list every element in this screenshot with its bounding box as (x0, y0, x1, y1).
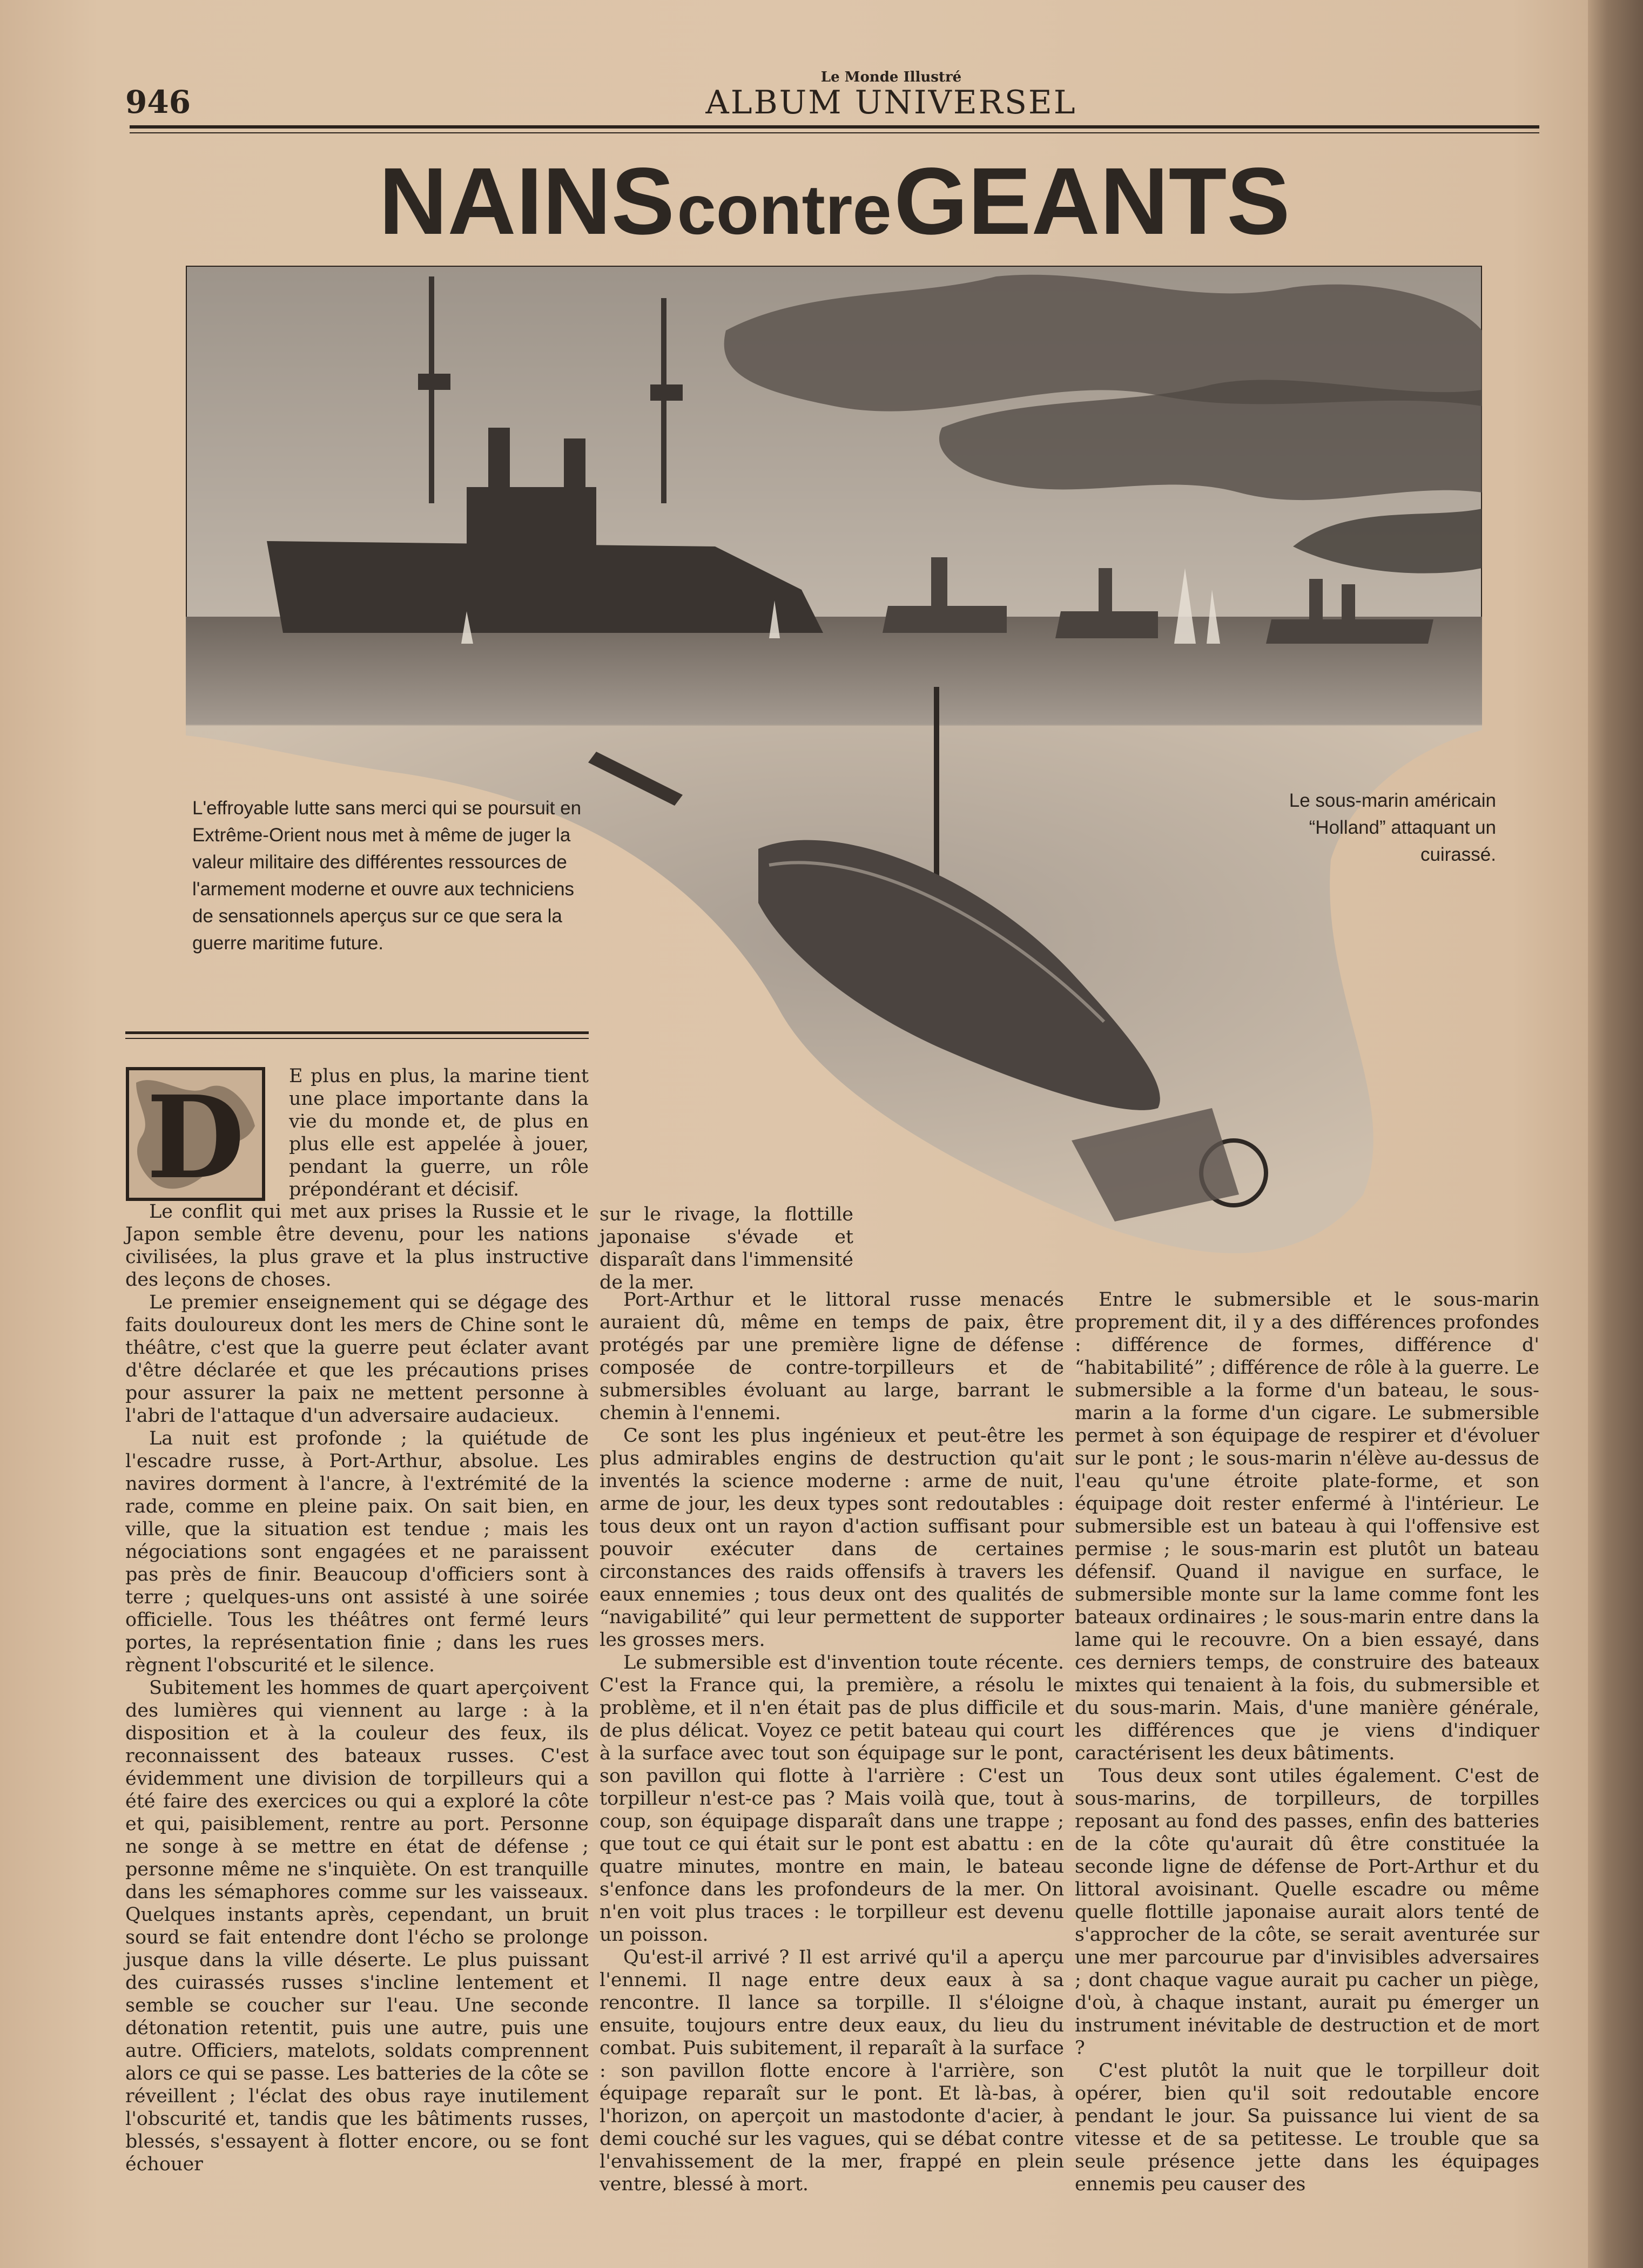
page-number: 946 (125, 84, 191, 120)
paragraph: Port-Arthur et le littoral russe menacés auraient dû, même en temps de paix, être protégés par une première ligne de défense composée de contre-torpilleurs et de submersibles évoluant au large, barrant le chemin à l'ennemi. (600, 1289, 1064, 1424)
header-rule (130, 125, 1539, 129)
caption-left: L'effroyable lutte sans merci qui se poursuit en Extrême-Orient nous met à même de juger la valeur militaire des différentes ressources de l'armement moderne et ouvre aux techniciens de sensationnels aperçus sur ce que sera la guerre maritime future. (192, 798, 582, 954)
caption-right: Le sous-marin américain “Holland” attaquant un cuirassé. (1289, 790, 1496, 865)
paragraph: Qu'est-il arrivé ? Il est arrivé qu'il a aperçu l'ennemi. Il nage entre deux eaux à sa rencontre. Il lance sa torpille. Il s'éloigne ensuite, toujours entre deux eaux, du lieu du combat. Puis subitement, il reparaît à la surface : son pavillon flotte encore à l'arrière, son équipage reparaît sur le pont. Et là-bas, à l'horizon, on aperçoit un mastodonte d'acier, à demi couché sur les vagues, qui se débat contre l'envahissement de la mer, frappé en plein ventre, blessé à mort. (600, 1947, 1064, 2195)
paragraph: Ce sont les plus ingénieux et peut-être les plus admirables engins de destruction qu'ait inventés la science moderne : arme de nuit, arme de jour, les deux types sont redoutables : tous deux ont un rayon d'action suffisant pour pouvoir exécuter dans de certaines circonstances des raids offensifs à travers les eaux ennemies ; tous deux ont des qualités de “navigabilité” qui leur permettent de supporter les grosses mers. (600, 1425, 1064, 1651)
intro-paragraph: E plus en plus, la marine tient une place importante dans la vie du monde et, de plus en plus elle est appelée à jouer, pendant la guerre, un rôle prépondérant et décisif. (289, 1065, 589, 1200)
paragraph: Le premier enseignement qui se dégage des faits douloureux dont les mers de Chine sont le théâtre, c'est que la guerre peut éclater avant d'être déclarée et que les précautions prises pour assurer la paix ne mettent personne à l'abri de l'attaque d'un adversaire audacieux. (125, 1292, 589, 1427)
header-rule-thin (130, 132, 1539, 133)
publication-title: ALBUM UNIVERSEL (705, 84, 1077, 122)
paragraph: Entre le submersible et le sous-marin proprement dit, il y a des différences profondes : différence de formes, différence d' “habitabilité” ; différence de rôle à la guerre. Le submersible a la forme d'un bateau, le sous-marin a la forme d'un cigare. Le submersible permet à son équipage de respirer et d'évoluer sur le pont ; le sous-marin n'élève au-dessus de l'eau qu'une étroite plate-forme, et son équipage doit rester enfermé à l'intérieur. Le submersible est un bateau à qui l'offensive est permise ; le sous-marin est plutôt un bateau défensif. Quand il navigue en surface, le submersible monte sur la lame comme font les bateaux ordinaires ; le sous-marin entre dans la lame qui le recouvre. On a bien essayé, dans ces derniers temps, de construire des bateaux mixtes qui tenaient à la fois, du submersible et du sous-marin. Mais, d'une manière générale, les différences que je viens d'indiquer caractérisent les deux bâtiments. (1075, 1289, 1539, 1764)
article-column-2-top (600, 1203, 853, 1294)
ornamental-drop-cap (125, 1066, 266, 1202)
section-divider-thin (125, 1038, 589, 1039)
headline-word-2: contre (677, 170, 892, 249)
paragraph: Tous deux sont utiles également. C'est de sous-marins, de torpilleurs, de torpilles reposant au fond des passes, enfin des batteries de la côte qu'aurait dû être constituée la seconde ligne de défense de Port-Arthur et du littoral avoisinant. Quelle escadre ou même quelle flottille japonaise aurait alors tenté de s'approcher de la côte, se serait aventurée sur une mer parcourue par d'invisibles adversaires ; dont chaque vague aurait pu cacher un piège, d'où, à chaque instant, aurait pu émerger un instrument inévitable de destruction et de mort ? (1075, 1765, 1539, 2059)
article-headline (130, 147, 1539, 256)
drop-cap-letter: D (146, 1071, 245, 1202)
paragraph: sur le rivage, la flottille japonaise s'évade et disparaît dans l'immensité de la mer. (600, 1204, 853, 1293)
book-spine-shadow (1588, 0, 1643, 2268)
paragraph: Le conflit qui met aux prises la Russie et le Japon semble être devenu, pour les nations civilisées, la plus grave et la plus instructive des leçons de choses. (125, 1201, 589, 1291)
paragraph: La nuit est profonde ; la quiétude de l'escadre russe, à Port-Arthur, absolue. Les navires dorment à l'ancre, à l'extrémité de la rade, comme en pleine paix. On sait bien, en ville, que la situation est tendue ; mais les négociations sont engagées et ne paraissent pas près de finir. Beaucoup d'officiers sont à terre ; quelques-uns ont assisté à une soirée officielle. Tous les théâtres ont fermé leurs portes, la représentation finie ; dans les rues règnent l'obscurité et le silence. (125, 1428, 589, 1676)
article-column-1 (125, 1200, 589, 2176)
paragraph: Le submersible est d'invention toute récente. C'est la France qui, la première, a résolu le problème, et il n'en était pas de plus difficile et de plus délicat. Voyez ce petit bateau qui court à la surface avec tout son équipage sur le pont, son pavillon qui flotte à l'arrière : C'est un torpilleur n'est-ce pas ? Mais voilà que, tout à coup, son équipage disparaît dans une trappe ; que tout ce qui était sur le pont est abattu : en quatre minutes, montre en main, le bateau s'enfonce dans les profondeurs de la mer. On n'en voit plus traces : le torpilleur est devenu un poisson. (600, 1652, 1064, 1946)
article-column-3 (1075, 1288, 1539, 2196)
publication-subtitle: Le Monde Illustré (820, 69, 962, 85)
headline-word-3: GEANTS (894, 148, 1290, 254)
paragraph: C'est plutôt la nuit que le torpilleur doit opérer, bien qu'il soit redoutable encore pendant le jour. Sa puissance lui vient de sa vitesse et de sa petitesse. Le trouble que sa seule présence jette dans les équipages ennemis peu causer des (1075, 2060, 1539, 2195)
article-intro (289, 1065, 589, 1201)
headline-word-1: NAINS (379, 148, 675, 254)
article-column-2 (600, 1288, 1064, 2196)
section-divider (125, 1031, 589, 1034)
paragraph: Subitement les hommes de quart aperçoivent des lumières qui viennent au large : à la disposition et à la couleur des feux, ils reconnaissent des bateaux russes. C'est évidemment une division de torpilleurs qui a été faire des exercices ou qui a exploré la côte et qui, paisiblement, rentre au port. Personne ne songe à se mettre en état de défense ; personne même ne s'inquiète. On est tranquille dans les sémaphores comme sur les vaisseaux. Quelques instants après, cependant, un bruit sourd se fait entendre dont l'écho se prolonge jusque dans la ville déserte. Le plus puissant des cuirassés russes s'incline lentement et semble se coucher sur l'eau. Une seconde détonation retentit, puis une autre, puis une autre. Officiers, matelots, soldats comprennent alors ce qui se passe. Les batteries de la côte se réveillent ; l'éclat des obus raye inutilement l'obscurité et, tandis que les bâtiments russes, blessés, s'essayent à flotter encore, ou se font échouer (125, 1677, 589, 2175)
